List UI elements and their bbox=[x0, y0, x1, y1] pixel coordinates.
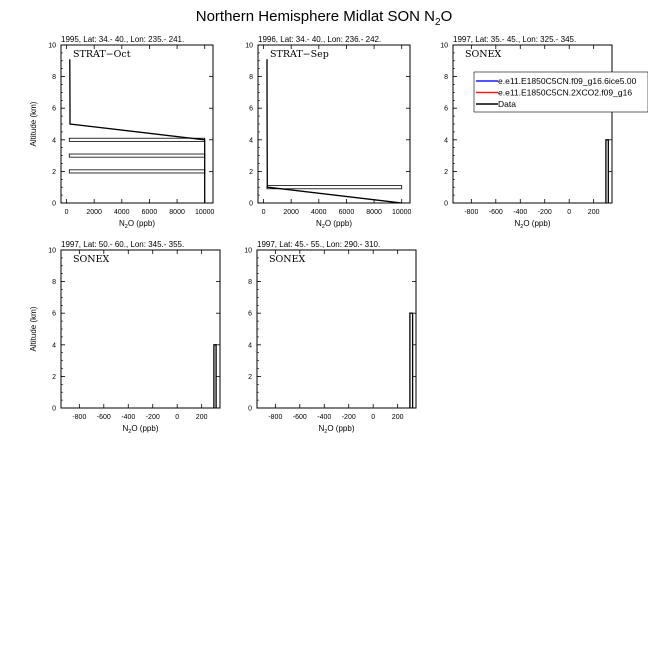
y-tick-label: 10 bbox=[244, 247, 252, 255]
series-line-data bbox=[410, 313, 413, 408]
x-tick-label: -400 bbox=[121, 414, 136, 421]
x-tick-label: 4000 bbox=[311, 209, 327, 216]
x-tick-label: 10000 bbox=[194, 209, 215, 216]
panel-header: 1997, Lat: 45.- 55., Lon: 290.- 310. bbox=[257, 240, 381, 249]
legend-label: Data bbox=[498, 99, 516, 109]
y-tick-label: 10 bbox=[440, 42, 448, 50]
x-tick-label: 8000 bbox=[366, 209, 382, 216]
panel-label: STRAT−Oct bbox=[73, 49, 131, 60]
x-tick-label: -200 bbox=[537, 209, 552, 216]
plot-frame bbox=[61, 45, 213, 203]
x-axis-label: $N_2O$ (ppb) bbox=[316, 219, 352, 230]
panel-label: STRAT−Sep bbox=[270, 49, 329, 60]
y-tick-label: 4 bbox=[52, 137, 56, 145]
y-tick-label: 2 bbox=[249, 168, 253, 176]
y-tick-label: 8 bbox=[52, 74, 56, 82]
legend-label: e.e11.E1850C5CN.f09_g16.6ice5.00 bbox=[498, 76, 637, 86]
data-range-box bbox=[69, 170, 204, 173]
y-tick-label: 6 bbox=[248, 310, 252, 318]
panel-header: 1996, Lat: 34.- 40., Lon: 236.- 242. bbox=[258, 35, 382, 44]
panel-label: SONEX bbox=[269, 254, 306, 265]
x-axis-label: $N_2O$ (ppb) bbox=[119, 219, 155, 230]
x-tick-label: 200 bbox=[587, 209, 600, 216]
x-tick-label: -200 bbox=[145, 414, 160, 421]
x-tick-label: -800 bbox=[72, 414, 87, 421]
y-tick-label: 6 bbox=[249, 105, 253, 113]
panel-2 bbox=[245, 35, 411, 230]
y-tick-label: 10 bbox=[245, 42, 253, 50]
data-range-box bbox=[69, 138, 204, 141]
x-tick-label: -600 bbox=[292, 414, 307, 421]
y-tick-label: 2 bbox=[52, 168, 56, 176]
y-tick-label: 4 bbox=[444, 137, 448, 145]
plot-frame bbox=[257, 250, 416, 408]
x-tick-label: -800 bbox=[268, 414, 283, 421]
x-tick-label: 0 bbox=[567, 209, 572, 216]
data-range-box bbox=[267, 186, 402, 189]
x-tick-label: 0 bbox=[371, 414, 376, 421]
plot-frame bbox=[258, 45, 410, 203]
x-tick-label: -400 bbox=[513, 209, 528, 216]
y-tick-label: 4 bbox=[248, 342, 252, 350]
y-tick-label: 8 bbox=[249, 74, 253, 82]
x-tick-label: -600 bbox=[488, 209, 503, 216]
y-tick-label: 6 bbox=[444, 105, 448, 113]
x-tick-label: -400 bbox=[317, 414, 332, 421]
x-tick-label: 2000 bbox=[283, 209, 299, 216]
y-tick-label: 2 bbox=[52, 373, 56, 381]
x-tick-label: 4000 bbox=[114, 209, 130, 216]
series-line-data bbox=[267, 59, 402, 203]
y-tick-label: 2 bbox=[248, 373, 252, 381]
panel-header: 1997, Lat: 35.- 45., Lon: 325.- 345. bbox=[453, 35, 577, 44]
y-tick-label: 4 bbox=[52, 342, 56, 350]
figure-title-sub: 2 bbox=[435, 17, 441, 28]
y-tick-label: 4 bbox=[249, 137, 253, 145]
panel-1 bbox=[29, 35, 215, 230]
y-tick-label: 0 bbox=[52, 405, 56, 413]
y-tick-label: 0 bbox=[248, 405, 252, 413]
x-tick-label: 6000 bbox=[338, 209, 355, 216]
y-tick-label: 8 bbox=[248, 279, 252, 287]
legend bbox=[474, 72, 648, 112]
x-tick-label: 2000 bbox=[86, 209, 102, 216]
plot-frame bbox=[61, 250, 220, 408]
x-tick-label: -600 bbox=[96, 414, 111, 421]
y-tick-label: 8 bbox=[444, 74, 448, 82]
y-tick-label: 8 bbox=[52, 279, 56, 287]
panel-3 bbox=[440, 35, 648, 230]
series-line-data bbox=[70, 59, 205, 203]
panel-5 bbox=[244, 240, 416, 435]
x-tick-label: -800 bbox=[464, 209, 479, 216]
y-axis-label: Altitude (km) bbox=[29, 101, 38, 147]
x-tick-label: 200 bbox=[391, 414, 404, 421]
x-tick-label: 8000 bbox=[169, 209, 185, 216]
x-tick-label: 0 bbox=[175, 414, 180, 421]
y-tick-label: 0 bbox=[52, 200, 56, 208]
panel-label: SONEX bbox=[73, 254, 110, 265]
x-tick-label: -200 bbox=[341, 414, 356, 421]
data-range-box bbox=[69, 154, 204, 157]
series-line-data bbox=[606, 140, 608, 203]
x-axis-label: $N_2O$ (ppb) bbox=[122, 424, 159, 435]
legend-label: e.e11.E1850C5CN.2XCO2.f09_g16 bbox=[498, 87, 633, 98]
x-axis-label: $N_2O$ (ppb) bbox=[514, 219, 551, 230]
plot-frame bbox=[453, 45, 612, 203]
panel-4 bbox=[29, 240, 220, 435]
x-tick-label: 200 bbox=[195, 414, 208, 421]
panel-header: 1997, Lat: 50.- 60., Lon: 345.- 355. bbox=[61, 240, 185, 249]
panel-label: SONEX bbox=[465, 49, 502, 60]
x-tick-label: 0 bbox=[64, 209, 69, 216]
x-tick-label: 0 bbox=[261, 209, 266, 216]
y-tick-label: 0 bbox=[249, 200, 253, 208]
y-tick-label: 10 bbox=[48, 247, 56, 255]
y-tick-label: 6 bbox=[52, 105, 56, 113]
x-axis-label: $N_2O$ (ppb) bbox=[318, 424, 355, 435]
x-tick-label: 10000 bbox=[391, 209, 412, 216]
y-tick-label: 0 bbox=[444, 200, 448, 208]
panel-header: 1995, Lat: 34.- 40., Lon: 235.- 241. bbox=[61, 35, 185, 44]
y-axis-label: Altitude (km) bbox=[29, 306, 38, 352]
x-tick-label: 6000 bbox=[141, 209, 158, 216]
figure-title-text: Northern Hemisphere Midlat SON N bbox=[195, 8, 435, 25]
y-tick-label: 6 bbox=[52, 310, 56, 318]
y-tick-label: 2 bbox=[444, 168, 448, 176]
figure-title-end: O bbox=[440, 8, 453, 25]
y-tick-label: 10 bbox=[48, 42, 56, 50]
series-line-data bbox=[214, 345, 216, 408]
